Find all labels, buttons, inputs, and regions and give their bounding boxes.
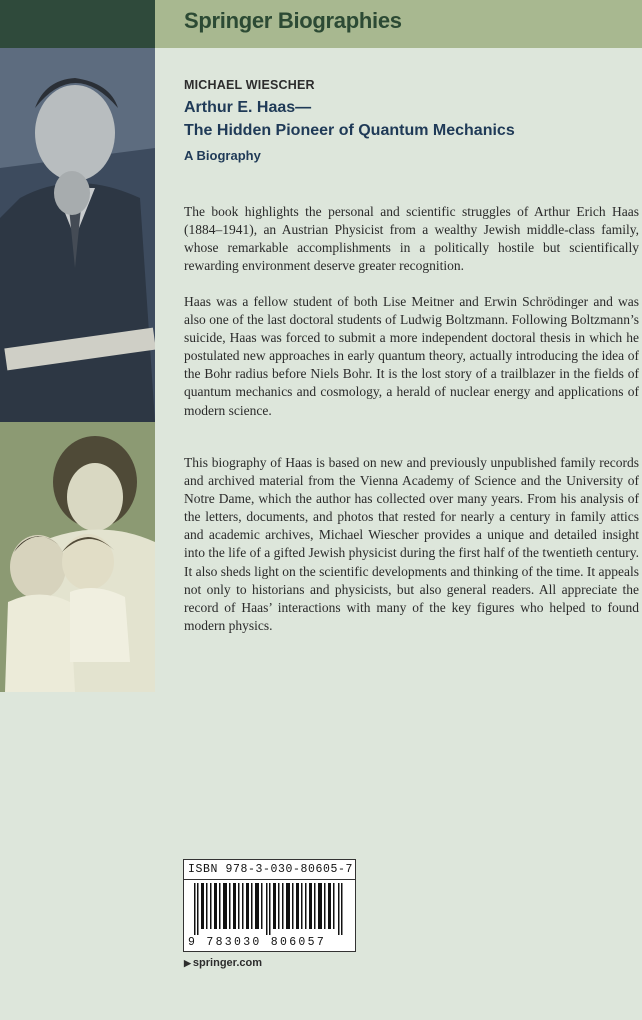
isbn-divider — [184, 879, 355, 880]
header-corner-band — [0, 0, 155, 48]
isbn-label: ISBN 978-3-030-80605-7 — [188, 863, 354, 876]
book-title-line-1: Arthur E. Haas— — [184, 99, 312, 116]
isbn-digits: 9 783030 806057 — [188, 936, 327, 949]
series-title: Springer Biographies — [184, 8, 402, 33]
description-paragraph-3: This biography of Haas is based on new and previously unpublished family records and archived material from the Vienna Academy of Science and the University of Notre Dame, which the author has collected over many years. From his analysis of the letters, documents, and photos that rested for nearly a century in family attics and academic archives, Michael Wiescher provides a unique and detailed insight into the life of a gifted Jewish physicist during the first half of the twentieth century. It also sheds light on the scientific developments and thinking of the time. It appeals not only to historians and physicists, but also general readers. All appreciate the record of Haas’ interactions with many of the key figures who helped to found modern physics. — [184, 455, 640, 633]
portrait-photo-haas — [0, 48, 155, 422]
book-title-line-2: The Hidden Pioneer of Quantum Mechanics — [184, 122, 515, 139]
author-name: MICHAEL WIESCHER — [184, 78, 315, 92]
book-subtitle: A Biography — [184, 148, 261, 163]
isbn-barcode-box — [183, 859, 356, 952]
description-paragraph-1: The book highlights the personal and scientific struggles of Arthur Erich Haas (1884–1941), an Austrian Physicist from a wealthy Jewish middle-class family, whose remarkable accomplishments in a politically hostile but scientifically rewarding environment deserve greater recognition. — [184, 204, 639, 274]
springer-link-text: springer.com — [192, 957, 262, 969]
springer-website-link[interactable] — [184, 957, 262, 969]
description-paragraph-2: Haas was a fellow student of both Lise Meitner and Erwin Schrödinger and was also one of the last doctoral students of Ludwig Boltzmann. Following Boltzmann’s suicide, Haas was forced to submit a more independent doctoral thesis in which he postulated new approaches in early quantum theory, actually introducing the idea of the Bohr radius before Niels Bohr. It is the lost story of a trailblazer in the fields of quantum mechanics and cosmology, a herald of nuclear energy and applications of modern science. — [184, 294, 639, 418]
family-photo-mother-children — [0, 422, 155, 692]
barcode-icon — [194, 883, 347, 935]
triangle-right-icon: ▶ — [184, 958, 191, 968]
